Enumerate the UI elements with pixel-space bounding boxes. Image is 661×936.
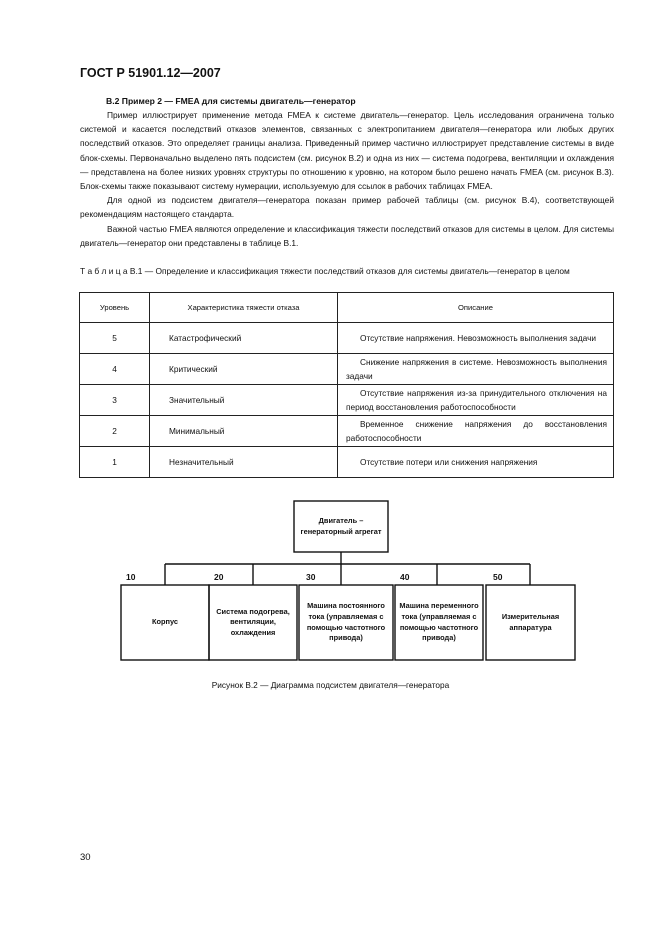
header-characteristic: Характеристика тяжести отказа bbox=[150, 293, 338, 323]
paragraph-3: Важной частью FMEA являются определение и классификация тяжести последствий отказов для системы в целом. Для системы двигатель—генератор они представлены в таблице В.1. bbox=[80, 223, 614, 248]
subsystem-number: 30 bbox=[306, 572, 316, 582]
cell-level: 1 bbox=[80, 447, 150, 478]
cell-description: Отсутствие напряжения. Невозможность выполнения задачи bbox=[360, 332, 597, 343]
cell-description: Временное снижение напряжения до восстановления работоспособности bbox=[346, 418, 607, 443]
subsystem-number: 20 bbox=[214, 572, 224, 582]
cell-level: 5 bbox=[80, 323, 150, 354]
cell-level: 2 bbox=[80, 416, 150, 447]
subsystem-number: 10 bbox=[126, 572, 136, 582]
figure-caption: Рисунок В.2 — Диаграмма подсистем двигателя—генератора bbox=[211, 680, 450, 690]
cell-characteristic: Катастрофический bbox=[150, 323, 338, 354]
subsystem-label: Машина переменного тока (управляемая с помощью частотного привода) bbox=[399, 601, 479, 643]
document-header: ГОСТ Р 51901.12—2007 bbox=[80, 66, 221, 80]
subsystem-number: 50 bbox=[493, 572, 503, 582]
paragraph-2: Для одной из подсистем двигателя—генератора показан пример рабочей таблицы (см. рисунок В.4), соответствующей рекомендациям настоящего стандарта. bbox=[80, 195, 614, 220]
cell-description: Отсутствие напряжения из-за принудительного отключения на период восстановления работоспособности bbox=[346, 387, 607, 412]
cell-characteristic: Значительный bbox=[150, 385, 338, 416]
cell-level: 4 bbox=[80, 354, 150, 385]
cell-description: Снижение напряжения в системе. Невозможность выполнения задачи bbox=[346, 356, 607, 381]
cell-characteristic: Минимальный bbox=[150, 416, 338, 447]
subsystem-label: Система подогрева, вентиляции, охлаждения bbox=[216, 606, 290, 637]
top-box-label: Двигатель – генераторный агрегат bbox=[300, 515, 382, 536]
subsystem-number: 40 bbox=[400, 572, 410, 582]
subsystem-label: Измерительная аппаратура bbox=[501, 611, 560, 632]
page-number: 30 bbox=[80, 852, 91, 863]
paragraph-1: Пример иллюстрирует применение метода FMEA к системе двигатель—генератор. Цель исследования ограничена только системой и касается последствий отказов элементов, связанных с электропитанием двигателя—генератора или любых других последствий отказов. Это определяет границы анализа. Приведенный пример частично иллюстрирует представление системы в виде блок-схемы. Первоначально выделено пять подсистем (см. рисунок В.2) и одна из них — система подогрева, вентиляции и охлаждения — представлена на более низких уровнях структуры по отношению к уровню, на котором было решено начать FMEA (см. рисунок В.3). Блок-схемы также показывают систему нумерации, используемую для ссылок в рабочих таблицах FMEA. bbox=[80, 110, 614, 192]
cell-description: Отсутствие потери или снижения напряжения bbox=[360, 456, 538, 467]
section-title: В.2 Пример 2 — FMEA для системы двигатель—генератор bbox=[106, 96, 356, 106]
table-caption: Т а б л и ц а В.1 — Определение и классификация тяжести последствий отказов для системы двигатель—генератор в целом bbox=[80, 266, 570, 276]
subsystem-label: Машина постоянного тока (управляемая с помощью частотного привода) bbox=[306, 601, 386, 643]
subsystem-label: Корпус bbox=[151, 617, 179, 627]
cell-characteristic: Незначительный bbox=[150, 447, 338, 478]
header-description: Описание bbox=[338, 293, 614, 323]
cell-level: 3 bbox=[80, 385, 150, 416]
cell-characteristic: Критический bbox=[150, 354, 338, 385]
header-level: Уровень bbox=[80, 293, 150, 323]
